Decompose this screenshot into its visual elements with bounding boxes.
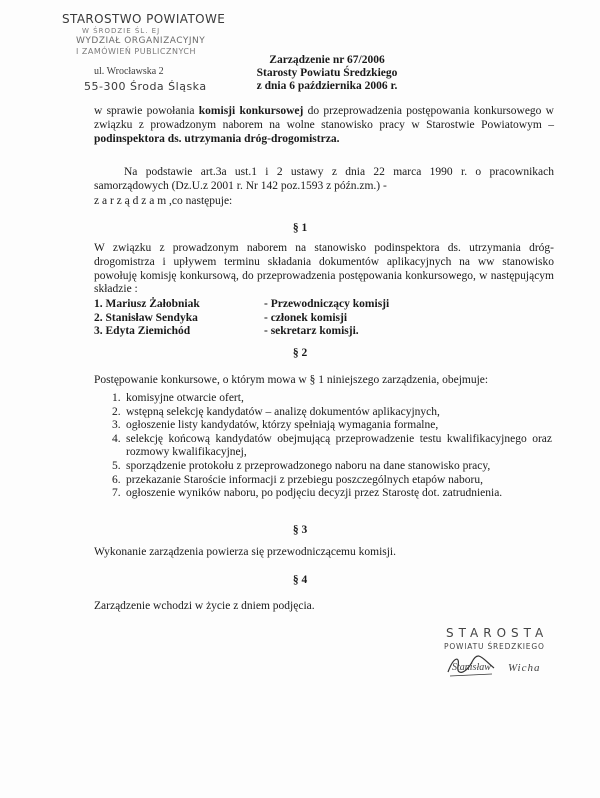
member-role: - sekretarz komisji. (264, 325, 359, 337)
stamp-line: I ZAMÓWIEŃ PUBLICZNYCH (76, 47, 196, 56)
committee-members (94, 298, 389, 339)
step-text: ogłoszenie wyników naboru, po podjęciu decyzji przez Starostę dot. zatrudnienia. (126, 487, 503, 500)
step-number: 5. (112, 459, 121, 472)
step-number: 7. (112, 487, 121, 500)
member-name: 1. Mariusz Żałobniak (94, 298, 200, 310)
document-heading (232, 54, 422, 93)
procedure-steps (112, 392, 552, 501)
intro-bold: komisji konkursowej (198, 105, 304, 117)
stamp-line: ul. Wrocławska 2 (94, 66, 164, 77)
section-4-heading: § 4 (292, 574, 308, 586)
decree-line: z a r z ą d z a m ,co następuje: (94, 195, 233, 207)
heading-line: Starosty Powiatu Średzkiego (256, 67, 398, 79)
step-number: 4. (112, 432, 121, 445)
heading-line: z dnia 6 października 2006 r. (256, 80, 398, 92)
intro-paragraph (94, 105, 554, 146)
step-text: sporządzenie protokołu z przeprowadzonego naboru na dane stanowisko pracy, (126, 459, 491, 472)
signature-org: POWIATU ŚREDZKIEGO (444, 642, 545, 651)
member-name: 3. Edyta Ziemichód (94, 325, 191, 337)
intro-text: do przeprowadzenia postępowania konkursowego w związku z prowadzonym naborem na wolne stanowisko pracy w Starostwie Powiatowym – (94, 105, 554, 131)
list-item (112, 392, 552, 406)
step-text: przekazanie Staroście informacji z przebiegu poszczególnych etapów naboru, (126, 473, 483, 486)
step-number: 2. (112, 405, 121, 418)
step-number: 6. (112, 473, 121, 486)
section-1-heading: § 1 (292, 222, 308, 234)
intro-text: w sprawie powołania (94, 105, 199, 117)
step-text: selekcję końcową kandydatów obejmującą przeprowadzenie testu kwalifikacyjnego oraz rozmowy kwalifikacyjnej, (126, 432, 552, 459)
member-name: 2. Stanisław Sendyka (94, 311, 198, 324)
list-item (112, 419, 552, 433)
list-item (112, 460, 552, 474)
list-item (112, 433, 552, 460)
list-item (112, 474, 552, 488)
list-item (112, 487, 552, 501)
section-2-heading: § 2 (292, 347, 308, 359)
section-4-text: Zarządzenie wchodzi w życie z dniem podjęcia. (94, 600, 315, 612)
list-item (112, 406, 552, 420)
heading-line: Zarządzenie nr 67/2006 (269, 54, 385, 66)
step-text: ogłoszenie listy kandydatów, którzy spełniają wymagania formalne, (126, 419, 439, 432)
section-1-text: W związku z prowadzonym naborem na stanowisko podinspektora ds. utrzymania dróg-drogomistrza i upływem terminu składania dokumentów aplikacyjnych na ww stanowisko powołuję komisję konkursową, do przeprowadzenia postępowania konkursowego, w następującym składzie : (94, 242, 554, 296)
section-3-text: Wykonanie zarządzenia powierza się przewodniczącemu komisji. (94, 546, 396, 558)
member-role: - członek komisji (264, 311, 348, 324)
stamp-line: W ŚRODZIE ŚL. EJ (82, 27, 161, 35)
signature-last-name: Wicha (508, 662, 541, 674)
member-row (94, 312, 389, 326)
signature-first-name: Stanisław (452, 662, 491, 673)
step-number: 3. (112, 419, 121, 432)
step-text: wstępną selekcję kandydatów – analizę dokumentów aplikacyjnych, (126, 405, 440, 418)
stamp-line: 55-300 Środa Śląska (84, 80, 207, 93)
stamp-line: WYDZIAŁ ORGANIZACYJNY (76, 36, 206, 46)
stamp-line: STAROSTWO POWIATOWE (62, 12, 226, 26)
step-text: komisyjne otwarcie ofert, (126, 392, 244, 404)
section-2-intro: Postępowanie konkursowe, o którym mowa w § 1 niniejszego zarządzenia, obejmuje: (94, 374, 489, 386)
member-role: - Przewodniczący komisji (264, 298, 390, 310)
step-number: 1. (112, 392, 121, 404)
legal-basis: Na podstawie art.3a ust.1 i 2 ustawy z dnia 22 marca 1990 r. o pracownikach samorządowych (Dz.U.z 2001 r. Nr 142 poz.1593 z późn.zm.) - (94, 166, 554, 192)
intro-bold: podinspektora ds. utrzymania dróg-drogomistrza. (94, 132, 340, 145)
member-row (94, 298, 389, 312)
section-3-heading: § 3 (292, 524, 308, 536)
member-row (94, 325, 389, 339)
signature-title: STAROSTA (446, 626, 549, 640)
